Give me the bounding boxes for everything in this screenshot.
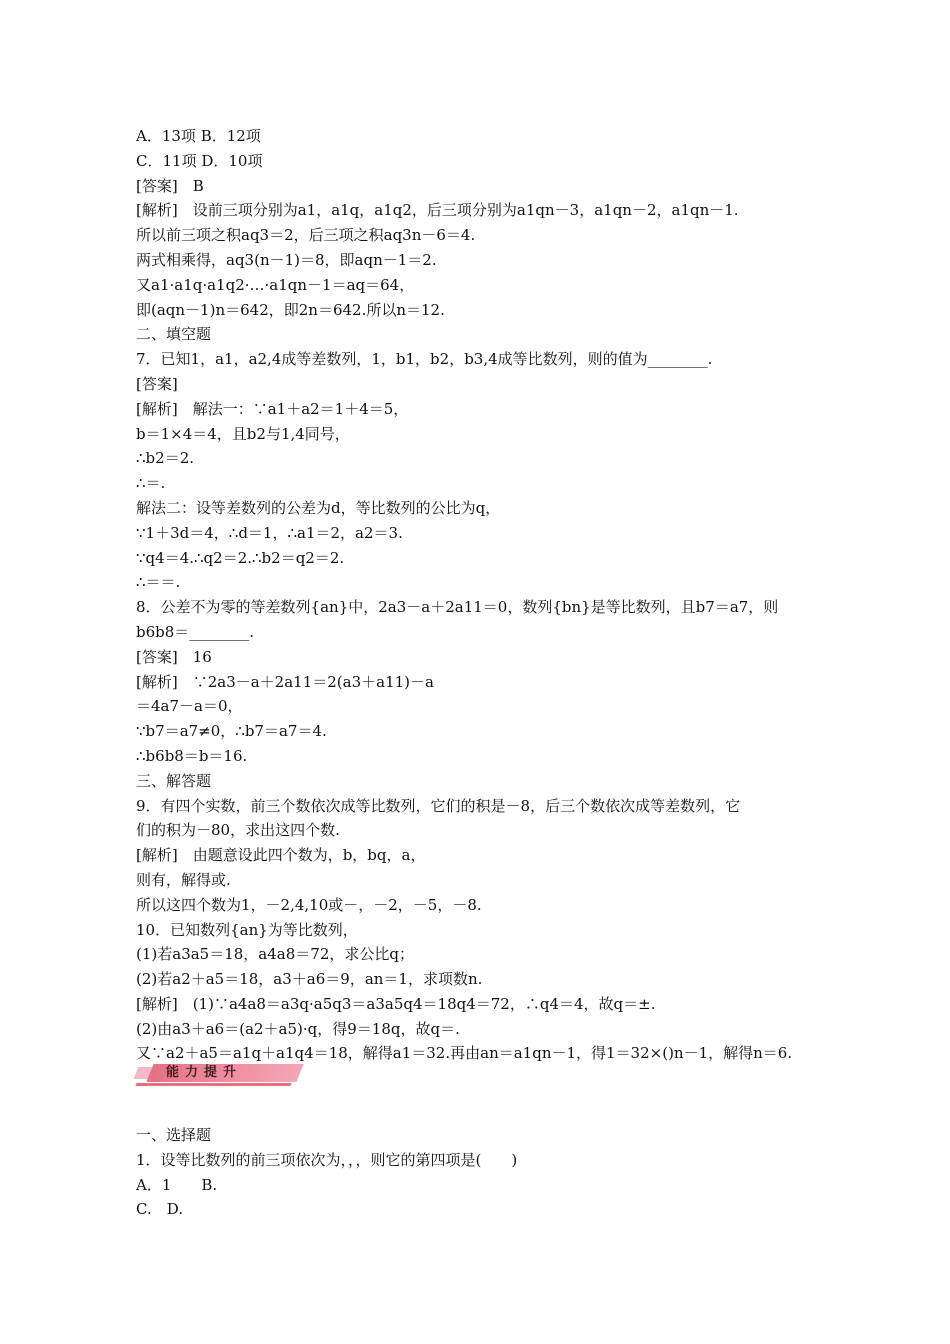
text-line: [答案] 16 <box>136 647 212 666</box>
text-block-bottom <box>136 1098 826 1222</box>
text-line: C. D. <box>136 1200 183 1219</box>
text-line: [解析] 设前三项分别为a1，a1q，a1q2，后三项分别为a1qn－3，a1qn－2，a1qn－1. <box>136 201 739 220</box>
text-line: 又a1·a1q·a1q2·…·a1qn－1＝aq＝64， <box>136 275 415 294</box>
banner-underline <box>135 1083 291 1086</box>
text-line: b＝1×4＝4，且b2与1,4同号， <box>136 424 350 443</box>
text-line: ∵1＋3d＝4，∴d＝1，∴a1＝2，a2＝3. <box>136 523 403 542</box>
banner-title: 能力提升 <box>166 1065 243 1081</box>
text-line: (2)若a2＋a5＝18，a3＋a6＝9，an＝1，求项数n. <box>136 970 483 989</box>
text-line: ∴＝＝. <box>136 573 181 592</box>
text-line: ∴＝. <box>136 474 166 493</box>
text-line: A．13项 B．12项 <box>136 127 261 145</box>
text-line: 一、选择题 <box>136 1126 212 1145</box>
text-line: 两式相乘得，aq3(n－1)＝8，即aqn－1＝2. <box>136 250 437 269</box>
text-line: [解析] 由题意设此四个数为，b，bq，a， <box>136 846 426 865</box>
text-line: 9．有四个实数，前三个数依次成等比数列，它们的积是－8，后三个数依次成等差数列，它 <box>136 796 741 815</box>
text-line <box>136 1098 826 1123</box>
text-line: ∴b2＝2. <box>136 449 195 468</box>
text-line: 10．已知数列{an}为等比数列， <box>136 920 358 939</box>
text-line: 二、填空题 <box>136 325 212 344</box>
text-line: ∵q4＝4.∴q2＝2.∴b2＝q2＝2. <box>136 548 345 567</box>
text-line: 所以这四个数为1，－2,4,10或－，－2，－5，－8. <box>136 895 482 914</box>
text-line: (1)若a3a5＝18，a4a8＝72，求公比q； <box>136 945 414 964</box>
text-line: 所以前三项之积aq3＝2，后三项之积aq3n－6＝4. <box>136 226 476 245</box>
text-line: 们的积为－80，求出这四个数. <box>136 821 340 840</box>
section-banner <box>136 1064 826 1098</box>
text-line: 7．已知1，a1，a2,4成等差数列，1，b1，b2，b3,4成等比数列，则的值为________. <box>136 350 713 369</box>
text-line: 解法二：设等差数列的公差为d，等比数列的公比为q， <box>136 498 501 517</box>
text-line: [答案] <box>136 374 178 393</box>
text-line: A．1 B. <box>136 1175 218 1194</box>
text-block-top <box>136 124 826 1066</box>
text-line: [答案] B <box>136 176 204 195</box>
text-line: ∴b6b8＝b＝16. <box>136 746 248 765</box>
text-line: 三、解答题 <box>136 771 212 790</box>
text-line: 1．设等比数列的前三项依次为，，，则它的第四项是( ) <box>136 1150 518 1169</box>
text-line: 则有，解得或. <box>136 870 231 889</box>
text-line: 即(aqn－1)n＝642，即2n＝642.所以n＝12. <box>136 300 445 319</box>
text-line: 8．公差不为零的等差数列{an}中，2a3－a＋2a11＝0，数列{bn}是等比数列，且b7＝a7，则 <box>136 598 779 617</box>
document-body <box>136 124 826 1222</box>
text-line: (2)由a3＋a6＝(a2＋a5)·q，得9＝18q，故q＝. <box>136 1019 460 1038</box>
text-line: b6b8＝________. <box>136 622 255 641</box>
text-line: [解析] (1)∵a4a8＝a3q·a5q3＝a3a5q4＝18q4＝72，∴q4＝4，故q＝±. <box>136 994 656 1013</box>
text-line: ∵b7＝a7≠0，∴b7＝a7＝4. <box>136 722 327 741</box>
text-line: C．11项 D．10项 <box>136 151 263 170</box>
text-line: ＝4a7－a＝0， <box>136 697 243 716</box>
text-line: [解析] 解法一：∵a1＋a2＝1＋4＝5， <box>136 399 409 418</box>
text-line: 又∵a2＋a5＝a1q＋a1q4＝18，解得a1＝32.再由an＝a1qn－1，得1＝32×()n－1，解得n＝6. <box>136 1044 793 1063</box>
text-line: [解析] ∵2a3－a＋2a11＝2(a3＋a11)－a <box>136 672 434 691</box>
